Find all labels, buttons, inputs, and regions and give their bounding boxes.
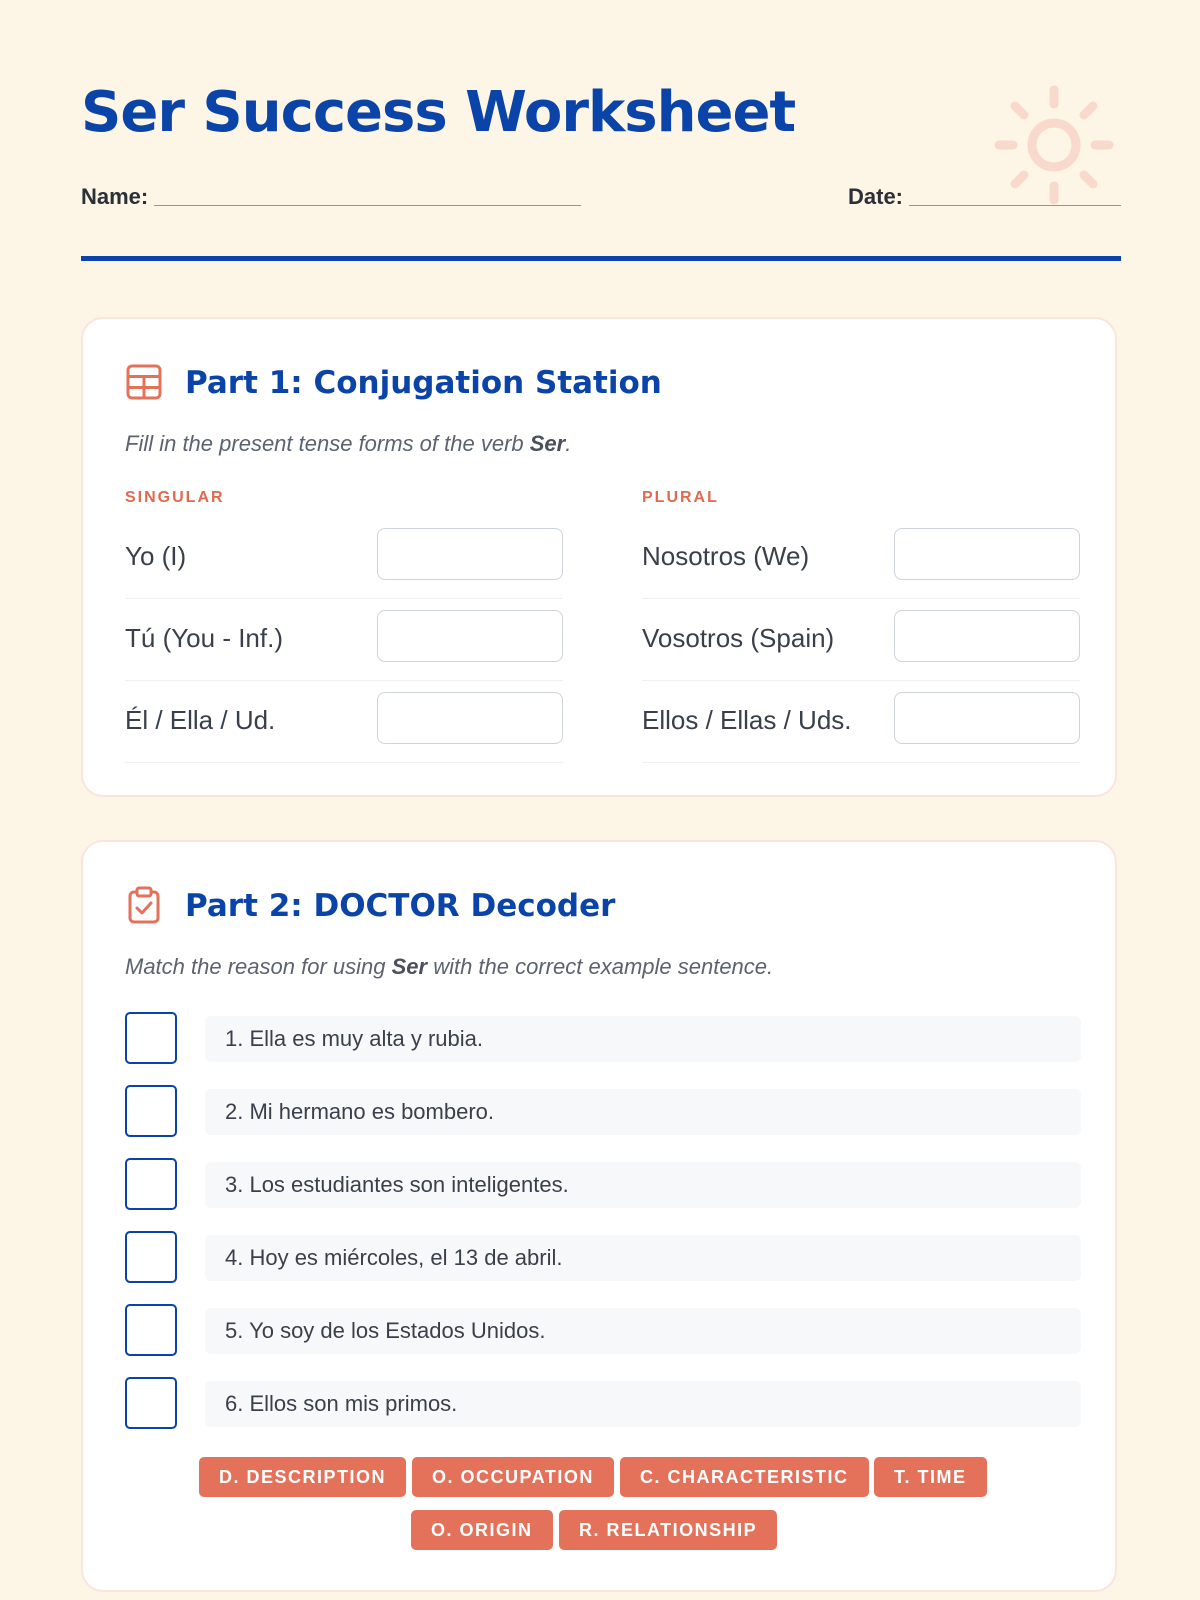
example-sentence: 6. Ellos son mis primos. bbox=[205, 1381, 1081, 1427]
pronoun-label: Nosotros (We) bbox=[642, 541, 810, 571]
match-row bbox=[125, 1012, 1081, 1068]
header-fields bbox=[81, 182, 1121, 212]
conjugation-header bbox=[125, 361, 1025, 405]
answer-box[interactable] bbox=[125, 1012, 177, 1064]
conjugation-row-el bbox=[125, 681, 563, 763]
reason-tag-characteristic: C. CHARACTERISTIC bbox=[620, 1457, 869, 1497]
singular-heading: SINGULAR bbox=[125, 489, 225, 506]
conjugation-input-el[interactable] bbox=[377, 692, 563, 744]
table-icon bbox=[125, 363, 163, 401]
part2-instruction-prefix: Match the reason for using bbox=[125, 954, 392, 979]
part1-instruction-prefix: Fill in the present tense forms of the verb bbox=[125, 431, 530, 456]
pronoun-label: Ellos / Ellas / Uds. bbox=[642, 705, 852, 735]
part2-title: Part 2: DOCTOR Decoder bbox=[185, 888, 616, 924]
example-sentence: 1. Ella es muy alta y rubia. bbox=[205, 1016, 1081, 1062]
reason-tag-description: D. DESCRIPTION bbox=[199, 1457, 406, 1497]
pronoun-label: Tú (You - Inf.) bbox=[125, 623, 283, 653]
reason-tag-occupation: O. OCCUPATION bbox=[412, 1457, 614, 1497]
name-label: Name: bbox=[81, 184, 149, 209]
pronoun-label: Yo (I) bbox=[125, 541, 187, 571]
doctor-header bbox=[125, 884, 1025, 928]
answer-box[interactable] bbox=[125, 1377, 177, 1429]
match-row bbox=[125, 1085, 1081, 1141]
pronoun-label: Él / Ella / Ud. bbox=[125, 705, 276, 735]
conjugation-row-vosotros bbox=[642, 599, 1080, 681]
conjugation-input-nosotros[interactable] bbox=[894, 528, 1080, 580]
conjugation-input-yo[interactable] bbox=[377, 528, 563, 580]
reason-tag-time: T. TIME bbox=[874, 1457, 987, 1497]
match-row bbox=[125, 1304, 1081, 1360]
match-row bbox=[125, 1377, 1081, 1433]
conjugation-row-nosotros bbox=[642, 517, 1080, 599]
reason-tag-relationship: R. RELATIONSHIP bbox=[559, 1510, 777, 1550]
page-title: Ser Success Worksheet bbox=[81, 80, 796, 145]
header-divider bbox=[81, 256, 1121, 261]
conjugation-card bbox=[81, 317, 1117, 797]
part1-instruction-suffix: . bbox=[565, 431, 572, 456]
part2-instruction-suffix: with the correct example sentence. bbox=[427, 954, 774, 979]
name-field[interactable] bbox=[154, 205, 581, 206]
part1-instruction-verb: Ser bbox=[529, 431, 566, 456]
conjugation-input-vosotros[interactable] bbox=[894, 610, 1080, 662]
part1-title: Part 1: Conjugation Station bbox=[185, 365, 662, 401]
answer-box[interactable] bbox=[125, 1304, 177, 1356]
answer-box[interactable] bbox=[125, 1231, 177, 1283]
conjugation-input-ellos[interactable] bbox=[894, 692, 1080, 744]
clipboard-check-icon bbox=[125, 886, 163, 924]
match-row bbox=[125, 1231, 1081, 1287]
conjugation-input-tu[interactable] bbox=[377, 610, 563, 662]
answer-box[interactable] bbox=[125, 1085, 177, 1137]
part2-instructions bbox=[125, 954, 773, 980]
example-sentence: 5. Yo soy de los Estados Unidos. bbox=[205, 1308, 1081, 1354]
date-field[interactable] bbox=[909, 205, 1121, 206]
conjugation-row-ellos bbox=[642, 681, 1080, 763]
part1-instructions bbox=[125, 431, 571, 457]
example-sentence: 3. Los estudiantes son inteligentes. bbox=[205, 1162, 1081, 1208]
conjugation-row-yo bbox=[125, 517, 563, 599]
doctor-card bbox=[81, 840, 1117, 1592]
date-label: Date: bbox=[848, 184, 904, 209]
plural-heading: PLURAL bbox=[642, 489, 719, 506]
pronoun-label: Vosotros (Spain) bbox=[642, 623, 835, 653]
match-row bbox=[125, 1158, 1081, 1214]
answer-box[interactable] bbox=[125, 1158, 177, 1210]
part2-instruction-verb: Ser bbox=[391, 954, 428, 979]
example-sentence: 4. Hoy es miércoles, el 13 de abril. bbox=[205, 1235, 1081, 1281]
reason-tag-origin: O. ORIGIN bbox=[411, 1510, 553, 1550]
conjugation-row-tu bbox=[125, 599, 563, 681]
example-sentence: 2. Mi hermano es bombero. bbox=[205, 1089, 1081, 1135]
